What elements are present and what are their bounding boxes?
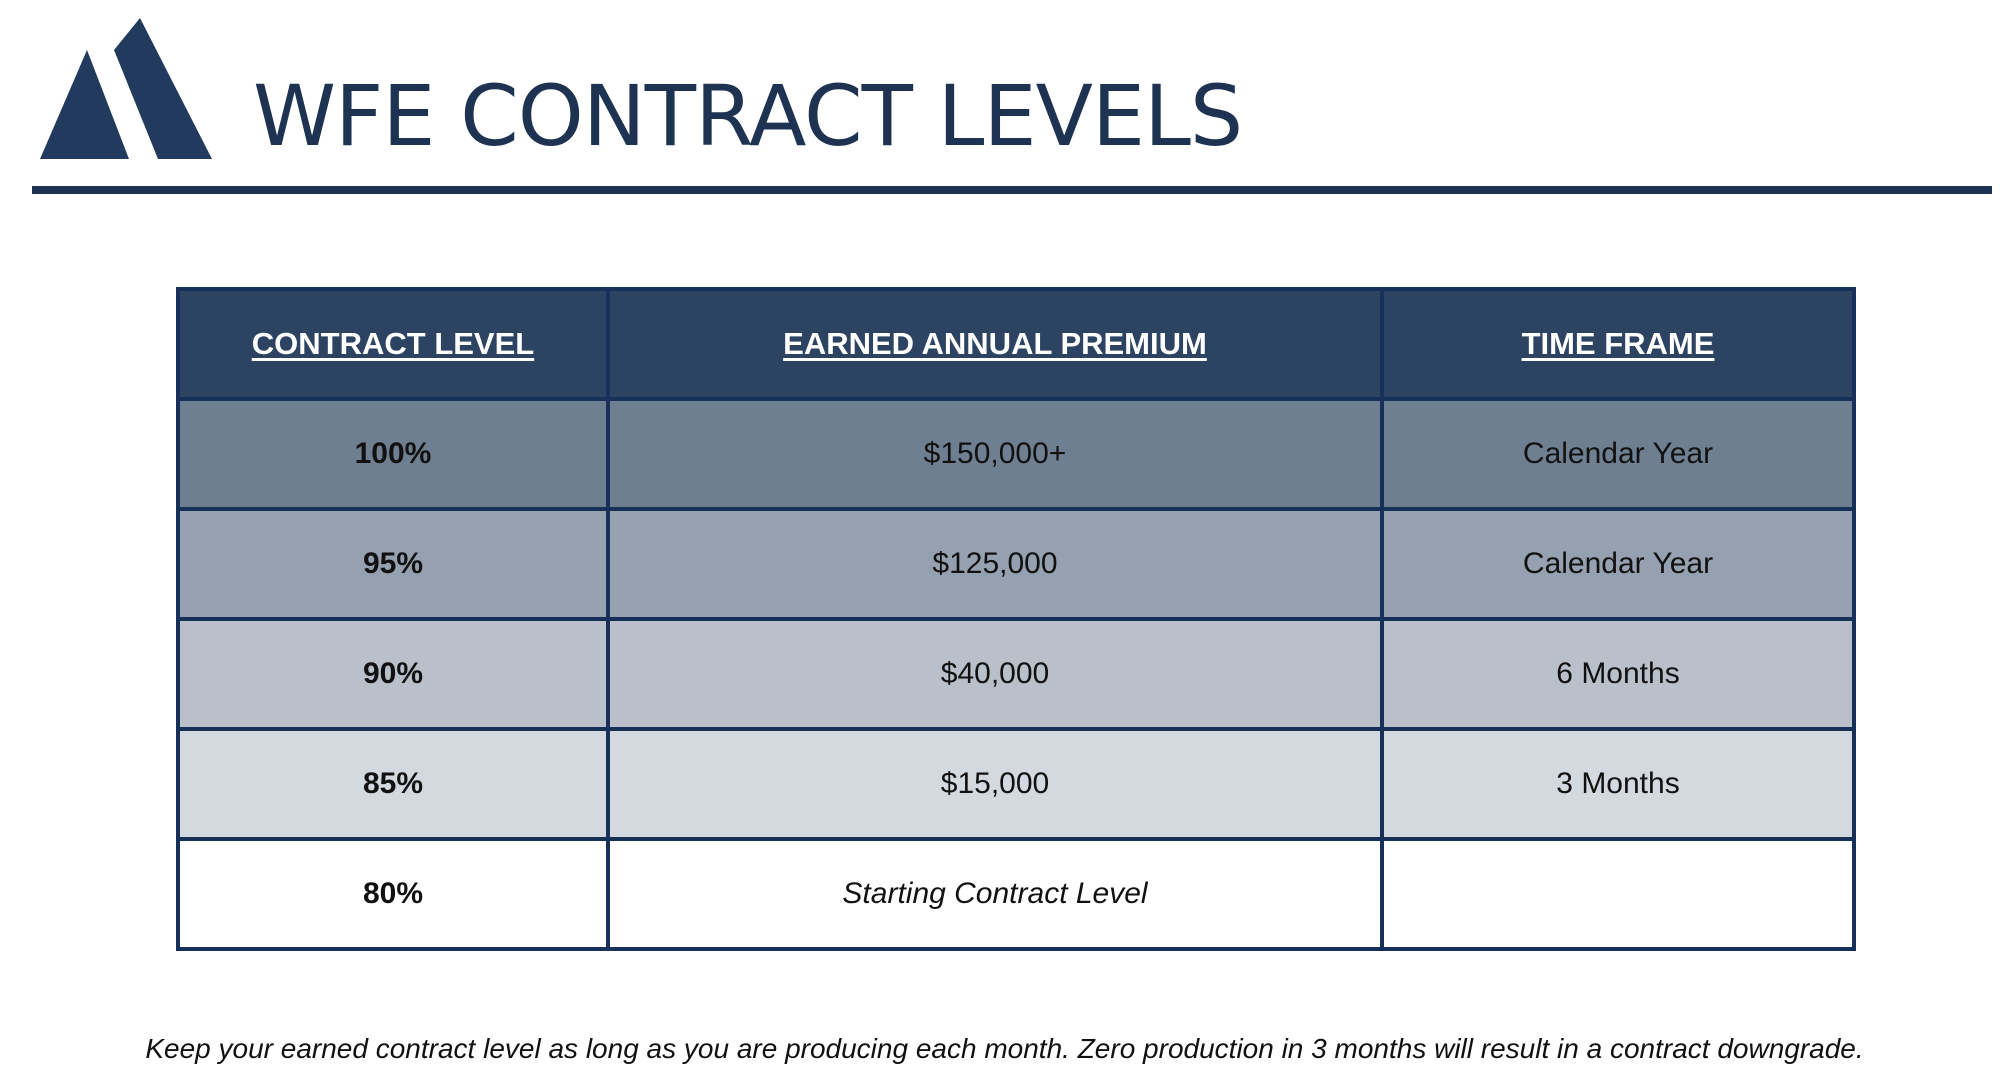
- table-row: [178, 509, 1854, 619]
- premium-cell: Starting Contract Level: [608, 839, 1382, 949]
- mountain-peaks-logo-icon: [40, 18, 214, 160]
- contract-level-cell: 90%: [178, 619, 608, 729]
- column-header-time-frame: TIME FRAME: [1382, 289, 1854, 399]
- table-row: [178, 619, 1854, 729]
- premium-cell: $125,000: [608, 509, 1382, 619]
- column-header-earned-annual-premium: EARNED ANNUAL PREMIUM: [608, 289, 1382, 399]
- table-header-row: [178, 289, 1854, 399]
- contract-levels-table: [176, 287, 1856, 951]
- time-frame-cell: Calendar Year: [1382, 399, 1854, 509]
- table-row: [178, 729, 1854, 839]
- contract-level-cell: 85%: [178, 729, 608, 839]
- premium-cell: $40,000: [608, 619, 1382, 729]
- premium-cell: $150,000+: [608, 399, 1382, 509]
- time-frame-cell: [1382, 839, 1854, 949]
- contract-level-cell: 80%: [178, 839, 608, 949]
- title-divider: [32, 186, 1992, 194]
- page-title: WFE CONTRACT LEVELS: [253, 67, 1243, 165]
- time-frame-cell: Calendar Year: [1382, 509, 1854, 619]
- column-header-contract-level: CONTRACT LEVEL: [178, 289, 608, 399]
- time-frame-cell: 3 Months: [1382, 729, 1854, 839]
- time-frame-cell: 6 Months: [1382, 619, 1854, 729]
- contract-level-cell: 100%: [178, 399, 608, 509]
- footnote: Keep your earned contract level as long as you are producing each month. Zero production in 3 months will result in a contract downgrade.: [145, 1033, 1864, 1064]
- premium-cell: $15,000: [608, 729, 1382, 839]
- contract-level-cell: 95%: [178, 509, 608, 619]
- table-row: [178, 839, 1854, 949]
- table-row: [178, 399, 1854, 509]
